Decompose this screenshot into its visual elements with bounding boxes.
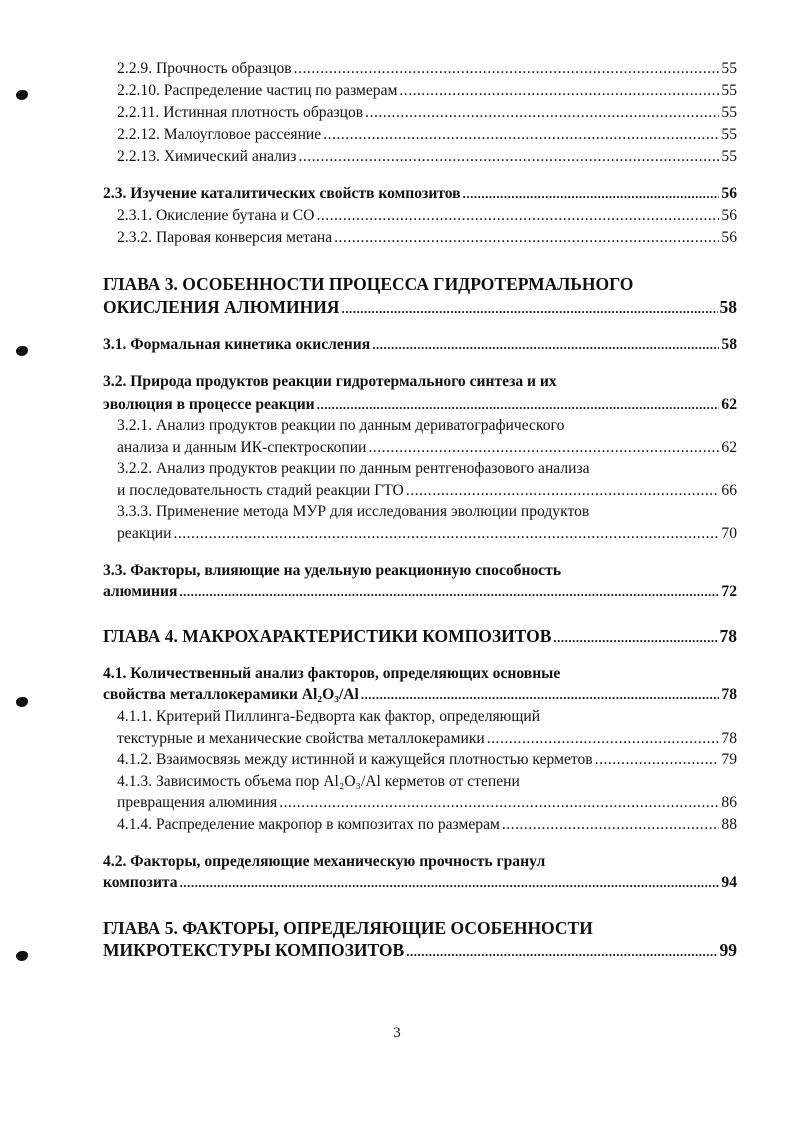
toc-page-number: 78: [721, 686, 737, 703]
toc-page-number: 55: [721, 126, 737, 143]
toc-entry-sub[interactable]: [117, 814, 737, 836]
toc-entry-title: композита: [103, 874, 178, 891]
toc-entry-title: 2.3.2. Паровая конверсия метана: [117, 229, 333, 246]
toc-entry-title: 2.3. Изучение каталитических свойств композитов: [103, 185, 461, 202]
toc-page-number: 78: [721, 730, 737, 747]
dot-leader: [317, 394, 720, 416]
dot-leader: [502, 814, 720, 836]
dot-leader: [316, 205, 719, 227]
toc-entry-title: 3.3.3. Применение метода МУР для исследования эволюции продуктов: [117, 503, 590, 520]
dot-leader: [487, 728, 720, 750]
toc-entry-title: 3.3. Факторы, влияющие на удельную реакционную способность: [103, 562, 562, 579]
toc-page-number: 56: [721, 207, 737, 224]
toc-entry-sub[interactable]: [117, 749, 737, 771]
punch-hole-mark: [16, 90, 28, 100]
toc-entry-chap[interactable]: [103, 273, 737, 295]
toc-page-number: 55: [721, 104, 737, 121]
toc-page-number: 55: [721, 60, 737, 77]
toc-entry-title: 4.1.3. Зависимость объема пор Al₂O₃/Al керметов от степени: [117, 773, 520, 790]
toc-entry-sec[interactable]: [103, 684, 737, 706]
toc-entry-title: реакции: [117, 525, 172, 542]
toc-page-number: 72: [721, 583, 737, 600]
toc-entry-sec[interactable]: [103, 851, 737, 873]
toc-page-number: 79: [721, 751, 737, 768]
toc-page-number: 62: [721, 439, 737, 456]
dot-leader: [179, 581, 719, 603]
toc-entry-sub[interactable]: [117, 58, 737, 80]
toc-entry-title: текстурные и механические свойства металлокерамики: [117, 730, 485, 747]
toc-page-number: 99: [719, 940, 737, 960]
punch-hole-mark: [16, 697, 28, 707]
toc-entry-title: 4.2. Факторы, определяющие механическую прочность гранул: [103, 853, 546, 870]
toc-page-number: 58: [719, 297, 737, 317]
dot-leader: [341, 298, 717, 320]
toc-page-number: 78: [719, 626, 737, 646]
toc-page-number: 56: [721, 185, 737, 202]
dot-leader: [368, 437, 719, 459]
punch-hole-mark: [16, 951, 28, 961]
toc-entry-title: 2.2.10. Распределение частиц по размерам: [117, 82, 398, 99]
toc-page-number: 66: [721, 482, 737, 499]
dot-leader: [463, 183, 720, 205]
toc-entry-title: эволюция в процессе реакции: [103, 396, 315, 413]
toc-entry-chap[interactable]: [103, 917, 737, 939]
toc-entry-sub[interactable]: [117, 227, 737, 249]
toc-entry-title: свойства металлокерамики Al₂O₃/Al: [103, 686, 359, 703]
toc-entry-sub[interactable]: [117, 124, 737, 146]
toc-entry-sub[interactable]: [117, 792, 737, 814]
toc-entry-sec[interactable]: [103, 183, 737, 205]
toc-entry-sec[interactable]: [103, 663, 737, 685]
toc-entry-title: 4.1. Количественный анализ факторов, определяющих основные: [103, 665, 561, 682]
toc-entry-title: 2.2.13. Химический анализ: [117, 148, 297, 165]
dot-leader: [372, 334, 719, 356]
toc-entry-title: ГЛАВА 4. МАКРОХАРАКТЕРИСТИКИ КОМПОЗИТОВ: [103, 626, 552, 646]
toc-entry-title: 4.1.4. Распределение макропор в композитах по размерам: [117, 816, 500, 833]
dot-leader: [323, 124, 719, 146]
dot-leader: [279, 792, 719, 814]
dot-leader: [180, 872, 720, 894]
toc-entry-sub[interactable]: [117, 480, 737, 502]
toc-entry-title: алюминия: [103, 583, 178, 600]
toc-page-number: 70: [721, 525, 737, 542]
toc-entry-title: ОКИСЛЕНИЯ АЛЮМИНИЯ: [103, 297, 340, 317]
dot-leader: [406, 480, 720, 502]
toc-page-number: 56: [721, 229, 737, 246]
dot-leader: [361, 684, 720, 706]
toc-entry-chap[interactable]: [103, 625, 737, 647]
toc-entry-sub[interactable]: [117, 771, 737, 793]
toc-entry-sub[interactable]: [117, 523, 737, 545]
toc-page-number: 58: [721, 336, 737, 353]
toc-entry-title: 2.2.11. Истинная плотность образцов: [117, 104, 364, 121]
toc-entry-chap[interactable]: [103, 939, 737, 961]
toc-entry-title: и последовательность стадий реакции ГТО: [117, 482, 404, 499]
toc-entry-sub[interactable]: [117, 415, 737, 437]
toc-entry-title: 2.2.12. Малоугловое рассеяние: [117, 126, 322, 143]
toc-entry-title: 3.2.1. Анализ продуктов реакции по данным дериватографического: [117, 417, 565, 434]
toc-entry-title: 2.3.1. Окисление бутана и СО: [117, 207, 315, 224]
toc-entry-title: анализа и данным ИК-спектроскопии: [117, 439, 367, 456]
dot-leader: [406, 941, 717, 963]
toc-entry-sec[interactable]: [103, 872, 737, 894]
dot-leader: [294, 58, 720, 80]
toc-entry-title: 2.2.9. Прочность образцов: [117, 60, 292, 77]
toc-entry-sub[interactable]: [117, 102, 737, 124]
toc-page-number: 86: [721, 794, 737, 811]
toc-entry-title: 3.2.2. Анализ продуктов реакции по данным рентгенофазового анализа: [117, 460, 590, 477]
toc-entry-sub[interactable]: [117, 80, 737, 102]
dot-leader: [173, 523, 719, 545]
toc-entry-sec[interactable]: [103, 371, 737, 393]
toc-entry-sub[interactable]: [117, 458, 737, 480]
toc-page-number: 94: [721, 874, 737, 891]
toc-entry-title: 3.2. Природа продуктов реакции гидротермального синтеза и их: [103, 373, 557, 390]
toc-entry-title: ГЛАВА 3. ОСОБЕННОСТИ ПРОЦЕССА ГИДРОТЕРМАЛЬНОГО: [103, 274, 634, 294]
toc-entry-sec[interactable]: [103, 394, 737, 416]
dot-leader: [595, 749, 720, 771]
toc-entry-sec[interactable]: [103, 334, 737, 356]
toc-entry-title: превращения алюминия: [117, 794, 278, 811]
toc-page-number: 55: [721, 82, 737, 99]
dot-leader: [399, 80, 719, 102]
toc-entry-sub[interactable]: [117, 437, 737, 459]
dot-leader: [365, 102, 719, 124]
toc-entry-title: 3.1. Формальная кинетика окисления: [103, 336, 371, 353]
dot-leader: [334, 227, 719, 249]
toc-entry-sec[interactable]: [103, 581, 737, 603]
dot-leader: [553, 627, 717, 649]
toc-entry-sub[interactable]: [117, 205, 737, 227]
toc-entry-chap[interactable]: [103, 296, 737, 318]
toc-entry-sub[interactable]: [117, 706, 737, 728]
toc-entry-sub[interactable]: [117, 501, 737, 523]
toc-page-number: 62: [721, 396, 737, 413]
page-number: 3: [393, 1025, 401, 1041]
punch-hole-mark: [16, 346, 28, 356]
toc-entry-sub[interactable]: [117, 146, 737, 168]
toc-entry-sub[interactable]: [117, 728, 737, 750]
toc-entry-title: 4.1.1. Критерий Пиллинга-Бедворта как фактор, определяющий: [117, 708, 541, 725]
toc-entry-title: МИКРОТЕКСТУРЫ КОМПОЗИТОВ: [103, 940, 405, 960]
toc-entry-title: ГЛАВА 5. ФАКТОРЫ, ОПРЕДЕЛЯЮЩИЕ ОСОБЕННОСТИ: [103, 918, 593, 938]
toc-page-number: 88: [721, 816, 737, 833]
toc-entry-title: 4.1.2. Взаимосвязь между истинной и кажущейся плотностью керметов: [117, 751, 593, 768]
dot-leader: [298, 146, 719, 168]
toc-page-number: 55: [721, 148, 737, 165]
toc-entry-sec[interactable]: [103, 560, 737, 582]
